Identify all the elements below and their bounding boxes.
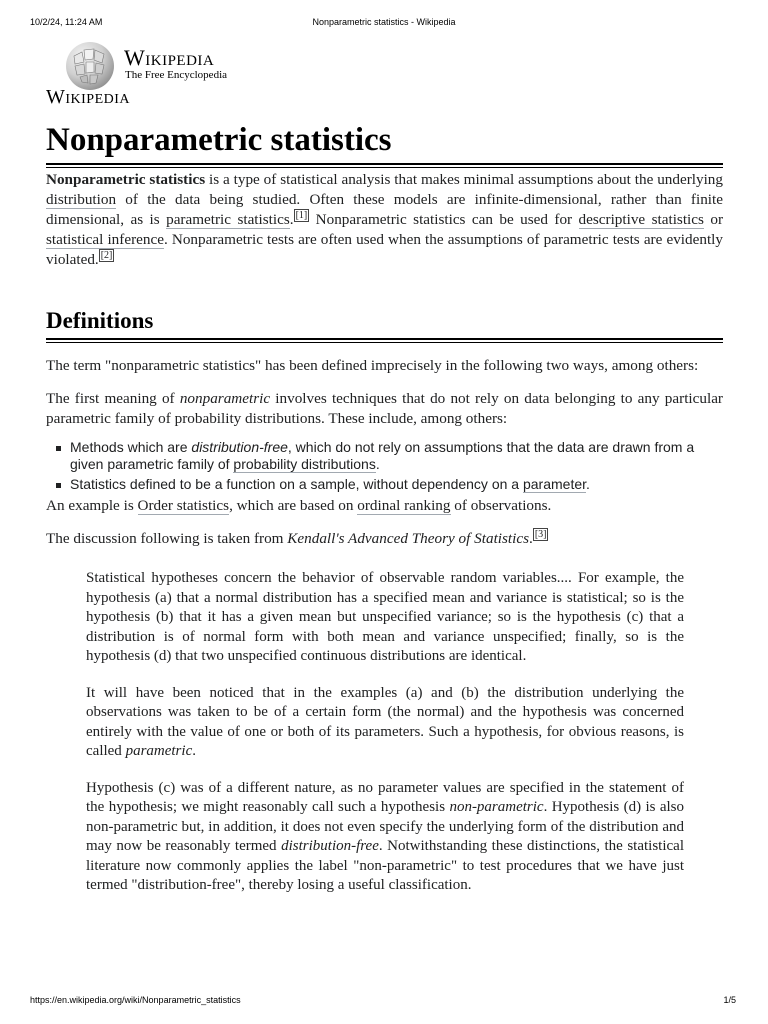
quote-text: It will have been noticed that in the examples (a) and (b) the distribution underlying the observations was taken to be of a certain form (the normal) and the hypothesis was concerned entirely with the value of one or both of its parameters. Such a hypothesis, for obvious reasons, is called xyxy=(86,684,684,759)
link-descriptive-statistics[interactable]: descriptive statistics xyxy=(578,211,704,228)
paragraph-text: The first meaning of xyxy=(46,390,180,407)
link-parametric-statistics[interactable]: parametric statistics xyxy=(166,211,290,228)
logo-wordmark-secondary: Wikipedia xyxy=(46,86,131,108)
definitions-list xyxy=(46,439,723,493)
section-divider xyxy=(46,342,723,343)
logo-wordmark: Wikipedia xyxy=(124,45,215,70)
emphasis-nonparametric: nonparametric xyxy=(179,390,271,407)
list-item xyxy=(70,476,723,493)
quote-text: Hypothesis (c) was of a different nature, as no parameter values are specified in the statement of the hypothesis; we might reasonably call such a hypothesis xyxy=(86,779,684,815)
print-date: 10/2/24, 11:24 AM xyxy=(30,17,103,27)
paragraph-text: involves techniques that do not rely on data belonging to any particular parametric family of probability distributions. These include, among others: xyxy=(46,390,723,427)
reference-1[interactable]: [1] xyxy=(295,209,308,221)
reference-3[interactable]: [3] xyxy=(534,528,547,540)
definitions-paragraph-1: The term "nonparametric statistics" has been defined imprecisely in the following two ways, among others: xyxy=(46,357,699,374)
paragraph-text: An example is xyxy=(46,497,138,514)
emphasis-parametric: parametric xyxy=(125,743,193,759)
quote-text: . xyxy=(192,743,196,759)
logo-tagline: The Free Encyclopedia xyxy=(125,69,228,81)
paragraph-text: . xyxy=(529,530,533,547)
lead-text: of the data being studied. Often these models are infinite-dimensional, rather than finite dimensional, as is xyxy=(46,191,723,228)
quote-paragraph-1: Statistical hypotheses concern the behavior of observable random variables.... For example, the hypothesis (a) that a normal distribution has a specified mean and variance is statistical; so is the hypothesis (b) that it has a given mean but unspecified variance; so is the hypothesis (c) that a distribution is of normal form with both mean and variance unspecified; finally, so is the hypothesis (d) that two unspecified continuous distributions are identical. xyxy=(86,570,684,664)
wikipedia-globe-icon xyxy=(66,42,114,90)
definitions-paragraph-3 xyxy=(46,496,723,516)
link-parameter[interactable]: parameter xyxy=(522,476,587,492)
lead-text: . xyxy=(289,211,294,228)
paragraph-text: , which are based on xyxy=(229,497,358,514)
title-divider xyxy=(46,167,723,168)
quote-text: . Hypothesis (d) is also non-parametric but, in addition, it does not even specify the underlying form of the distribution and may now be reasonably termed xyxy=(86,799,684,854)
article-content xyxy=(46,118,723,913)
print-tab-title: Nonparametric statistics - Wikipedia xyxy=(312,17,456,27)
print-url: https://en.wikipedia.org/wiki/Nonparametric_statistics xyxy=(30,995,241,1005)
quote-paragraph-2 xyxy=(86,684,684,762)
link-probability-distributions[interactable]: probability distributions xyxy=(233,456,376,472)
definitions-paragraph-2 xyxy=(46,389,723,429)
lead-text: or xyxy=(703,211,723,228)
paragraph-text: of observations. xyxy=(450,497,552,514)
quote-text: . Notwithstanding these distinctions, the statistical literature now commonly applies the label "non-parametric" to test procedures that we have just termed "distribution-free", thereby losing a useful classification. xyxy=(86,838,684,893)
link-statistical-inference[interactable]: statistical inference xyxy=(46,231,164,248)
emphasis-distribution-free: distribution-free xyxy=(281,838,379,854)
link-ordinal-ranking[interactable]: ordinal ranking xyxy=(357,497,451,514)
book-title: Kendall's Advanced Theory of Statistics xyxy=(287,530,530,547)
list-text: , which do not rely on assumptions that the data are drawn from a given parametric family of xyxy=(70,439,695,472)
list-text: Methods which are xyxy=(70,439,192,455)
section-heading-definitions: Definitions xyxy=(46,306,723,340)
lead-text: Nonparametric statistics can be used for xyxy=(309,211,579,228)
list-text: . xyxy=(375,456,380,472)
wikipedia-logo[interactable] xyxy=(66,42,266,86)
quote-paragraph-3 xyxy=(86,779,684,896)
kendall-quote xyxy=(86,569,684,896)
link-order-statistics[interactable]: Order statistics xyxy=(137,497,230,514)
print-page-number: 1/5 xyxy=(723,995,736,1005)
lead-text: is a type of statistical analysis that makes minimal assumptions about the underlying xyxy=(205,171,723,188)
emphasis-distribution-free: distribution-free xyxy=(191,439,288,455)
list-text: . xyxy=(586,476,590,492)
emphasis-non-parametric: non-parametric xyxy=(449,799,544,815)
list-item xyxy=(70,439,723,473)
paragraph-text: The discussion following is taken from xyxy=(46,530,288,547)
list-text: Statistics defined to be a function on a sample, without dependency on a xyxy=(70,476,523,492)
lead-paragraph xyxy=(46,170,723,270)
page-title: Nonparametric statistics xyxy=(46,118,723,165)
definitions-paragraph-4 xyxy=(46,529,723,549)
link-distribution[interactable]: distribution xyxy=(46,191,117,208)
lead-bold-term: Nonparametric statistics xyxy=(46,171,206,188)
reference-2[interactable]: [2] xyxy=(100,249,113,261)
lead-text: . Nonparametric tests are often used when the assumptions of parametric tests are evidently violated. xyxy=(46,231,723,268)
